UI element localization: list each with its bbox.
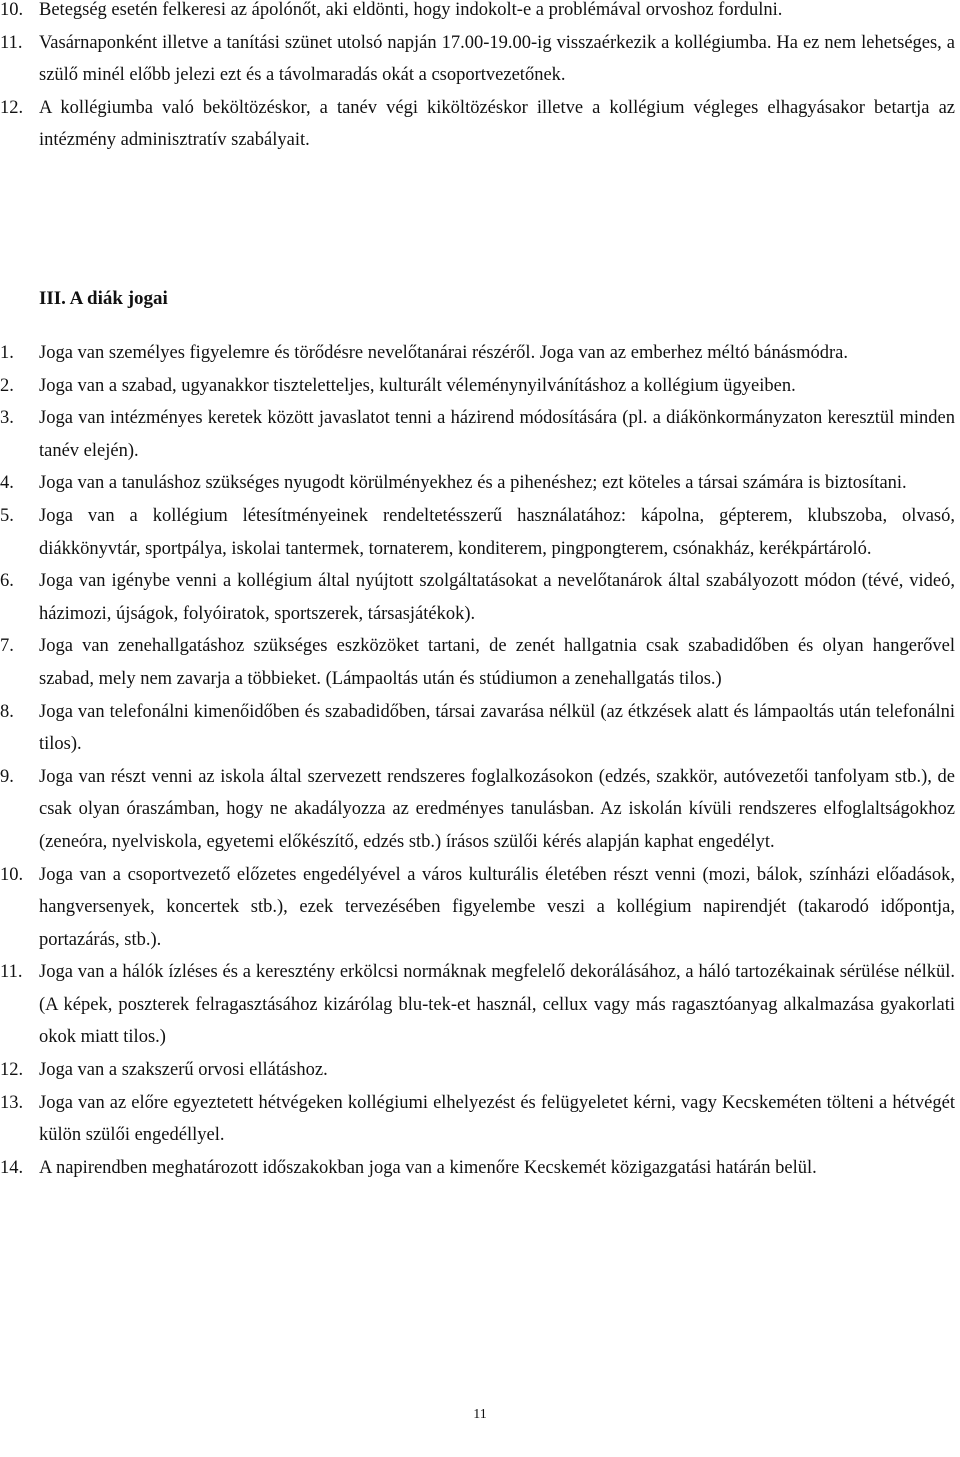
list-item [0, 1152, 960, 1185]
item-number: 12. [0, 1060, 24, 1081]
item-number: 10. [0, 0, 24, 20]
item-text: Betegség esetén felkeresi az ápolónőt, aki eldönti, hogy indokolt-e a problémával orvoshoz fordulni. [39, 0, 783, 20]
item-number: 3. [0, 408, 14, 429]
item-number: 12. [0, 97, 24, 118]
list-item [0, 1054, 960, 1087]
item-number: 8. [0, 701, 14, 722]
item-number: 4. [0, 473, 14, 494]
item-text: Joga van a szabad, ugyanakkor tiszteletteljes, kulturált véleménynyilvánításhoz a kollégium ügyeiben. [39, 375, 796, 396]
list-item [0, 565, 960, 630]
item-text: Joga van személyes figyelemre és törődésre nevelőtanárai részéről. Joga van az emberhez méltó bánásmódra. [39, 343, 849, 363]
list-item [0, 859, 960, 957]
list-item [0, 696, 960, 761]
item-text: Joga van részt venni az iskola által szervezett rendszeres foglalkozásokon (edzés, szakkör, autóvezetői tanfolyam stb.), de csak olyan óraszámban, hogy ne akadályozza az eredményes tanulásban. Az iskolán kívüli rendszeres elfoglaltságokhoz (zeneóra, nyelviskola, egyetemi előkészítő, edzés stb.) írásos szülői kérés alapján kaphat engedélyt. [39, 766, 955, 852]
item-text: Vasárnaponként illetve a tanítási szünet utolsó napján 17.00-19.00-ig visszaérkezik a kollégiumba. Ha ez nem lehetséges, a szülő minél előbb jelezi ezt és a távolmaradás okát a csoportvezetőnek. [39, 32, 955, 86]
list-item [0, 370, 960, 403]
list-item [0, 956, 960, 1054]
item-number: 14. [0, 1157, 24, 1178]
page-number: 11 [473, 1407, 487, 1422]
list-item [0, 500, 960, 565]
item-text: Joga van a hálók ízléses és a keresztény erkölcsi normáknak megfelelő dekorálásához, a háló tartozékainak sérülése nélkül. (A képek, poszterek felragasztásához kizárólag blu-tek-et használ, cellux vagy más ragasztóanyag alkalmazása gyakorlati okok miatt tilos.) [39, 962, 955, 1048]
list-item [0, 630, 960, 695]
item-text: Joga van az előre egyeztetett hétvégeken kollégiumi elhelyezést és felügyeletet kérni, vagy Kecskeméten tölteni a hétvégét külön szülői engedéllyel. [39, 1092, 955, 1146]
item-text: Joga van a kollégium létesítményeinek rendeltetésszerű használatához: kápolna, gépterem, klubszoba, olvasó, diákkönyvtár, sportpálya, iskolai tantermek, tornaterem, konditerem, pingpongterem, csónakház, kerékpártároló. [39, 505, 955, 559]
item-number: 5. [0, 505, 14, 526]
list-item [0, 402, 960, 467]
list-item [0, 467, 960, 500]
list-item [0, 337, 960, 370]
section-heading: III. A diák jogai [39, 288, 168, 309]
item-number: 1. [0, 343, 14, 363]
item-number: 13. [0, 1092, 24, 1113]
item-text: Joga van zenehallgatáshoz szükséges eszközöket tartani, de zenét hallgatnia csak szabadidőben és olyan hangerővel szabad, mely nem zavarja a többieket. (Lámpaoltás után és stúdiumon a zenehallgatás tilos.) [39, 636, 955, 689]
item-text: Joga van a csoportvezető előzetes engedélyével a város kulturális életében részt venni (mozi, bálok, színházi előadások, hangversenyek, koncertek stb.), ezek tervezésében figyelembe veszi a kollégium napirendjét (takarodó időpontja, portazárás, stb.). [39, 864, 955, 950]
item-text: Joga van a tanuláshoz szükséges nyugodt körülményekhez és a pihenéshez; ezt köteles a társai számára is biztosítani. [39, 473, 907, 494]
item-number: 6. [0, 571, 14, 592]
rules-list-continued [0, 0, 960, 157]
item-number: 9. [0, 766, 14, 787]
item-text: Joga van telefonálni kimenőidőben és szabadidőben, társai zavarása nélkül (az étkzések alatt és lámpaoltás után telefonálni tilos). [39, 701, 955, 755]
list-item [0, 92, 960, 157]
list-item [0, 761, 960, 859]
item-number: 7. [0, 636, 14, 657]
item-number: 11. [0, 962, 23, 983]
list-item [0, 1087, 960, 1152]
rights-list [0, 337, 960, 1184]
list-item [0, 27, 960, 92]
item-number: 10. [0, 864, 24, 885]
item-text: Joga van a szakszerű orvosi ellátáshoz. [39, 1060, 328, 1081]
item-text: Joga van igénybe venni a kollégium által nyújtott szolgáltatásokat a nevelőtanárok által szabályozott módon (tévé, videó, házimozi, újságok, folyóiratok, sportszerek, társasjátékok). [39, 571, 955, 624]
item-number: 2. [0, 375, 14, 396]
list-item [0, 0, 960, 27]
item-text: Joga van intézményes keretek között javaslatot tenni a házirend módosítására (pl. a diákönkormányzaton keresztül minden tanév elején). [39, 408, 955, 461]
item-text: A napirendben meghatározott időszakokban joga van a kimenőre Kecskemét közigazgatási határán belül. [39, 1157, 817, 1178]
item-number: 11. [0, 32, 23, 53]
item-text: A kollégiumba való beköltözéskor, a tanév végi kiköltözéskor illetve a kollégium végleges elhagyásakor betartja az intézmény adminisztratív szabályait. [39, 97, 955, 151]
